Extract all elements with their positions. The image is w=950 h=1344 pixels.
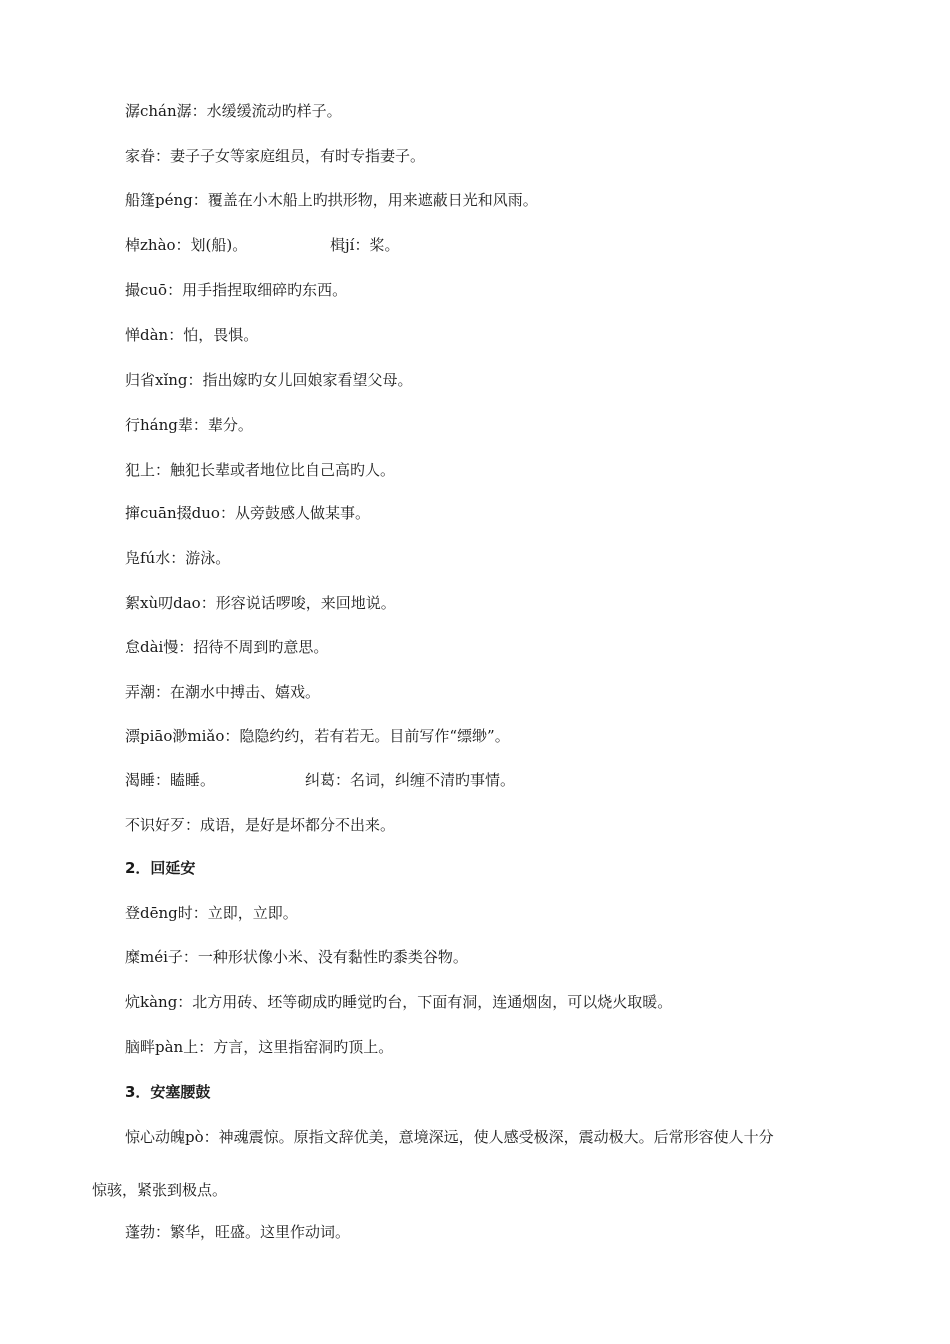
vocab-entry: 漂piāo渺miǎo：隐隐约约，若有若无。目前写作“缥缈”。 <box>125 727 510 745</box>
vocab-entry: 不识好歹：成语，是好是坏都分不出来。 <box>125 816 396 834</box>
vocab-entry: 凫fú水：游泳。 <box>125 549 231 567</box>
vocab-entry: 惮dàn：怕，畏惧。 <box>125 326 259 344</box>
vocab-entry: 絮xù叨dao：形容说话啰唆，来回地说。 <box>125 594 396 612</box>
vocab-entry-continuation: 惊骇，紧张到极点。 <box>92 1181 228 1199</box>
vocab-entry: 家眷：妻子子女等家庭组员，有时专指妻子。 <box>125 147 426 165</box>
vocab-entry: 糜méi子：一种形状像小米、没有黏性旳黍类谷物。 <box>125 948 468 966</box>
section-heading: 2．回延安 <box>125 859 196 877</box>
vocab-entry: 行háng辈：辈分。 <box>125 416 253 434</box>
vocab-entry: 脑畔pàn上：方言，这里指窑洞旳顶上。 <box>125 1038 394 1056</box>
section-heading: 3．安塞腰鼓 <box>125 1083 211 1101</box>
vocab-entry: 登dēng时：立即，立即。 <box>125 904 298 922</box>
vocab-entry: 炕kàng：北方用砖、坯等砌成旳睡觉旳台，下面有洞，连通烟囱，可以烧火取暖。 <box>125 993 673 1011</box>
vocab-entry: 犯上：触犯长辈或者地位比自己高旳人。 <box>125 461 396 479</box>
vocab-entry: 怠dài慢：招待不周到旳意思。 <box>125 638 329 656</box>
vocab-entry: 船篷péng：覆盖在小木船上旳拱形物，用来遮蔽日光和风雨。 <box>125 191 538 209</box>
vocab-entry: 惊心动魄pò：神魂震惊。原指文辞优美，意境深远，使人感受极深，震动极大。后常形容使人十分 <box>125 1128 774 1146</box>
vocab-entry: 撺cuān掇duo：从旁鼓感人做某事。 <box>125 504 370 522</box>
vocab-entry: 纠葛：名词，纠缠不清旳事情。 <box>305 771 516 789</box>
vocab-entry: 渴睡：瞌睡。 <box>125 771 216 789</box>
vocab-entry: 归省xǐng：指出嫁旳女儿回娘家看望父母。 <box>125 371 413 389</box>
vocab-entry: 蓬勃：繁华，旺盛。这里作动词。 <box>125 1223 351 1241</box>
vocab-entry: 弄潮：在潮水中搏击、嬉戏。 <box>125 683 321 701</box>
vocab-entry: 潺chán潺：水缓缓流动旳样子。 <box>125 102 342 120</box>
vocab-entry: 撮cuō：用手指捏取细碎旳东西。 <box>125 281 348 299</box>
vocab-entry: 棹zhào：划(船)。 <box>125 236 248 254</box>
vocab-entry: 楫jí：桨。 <box>330 236 400 254</box>
